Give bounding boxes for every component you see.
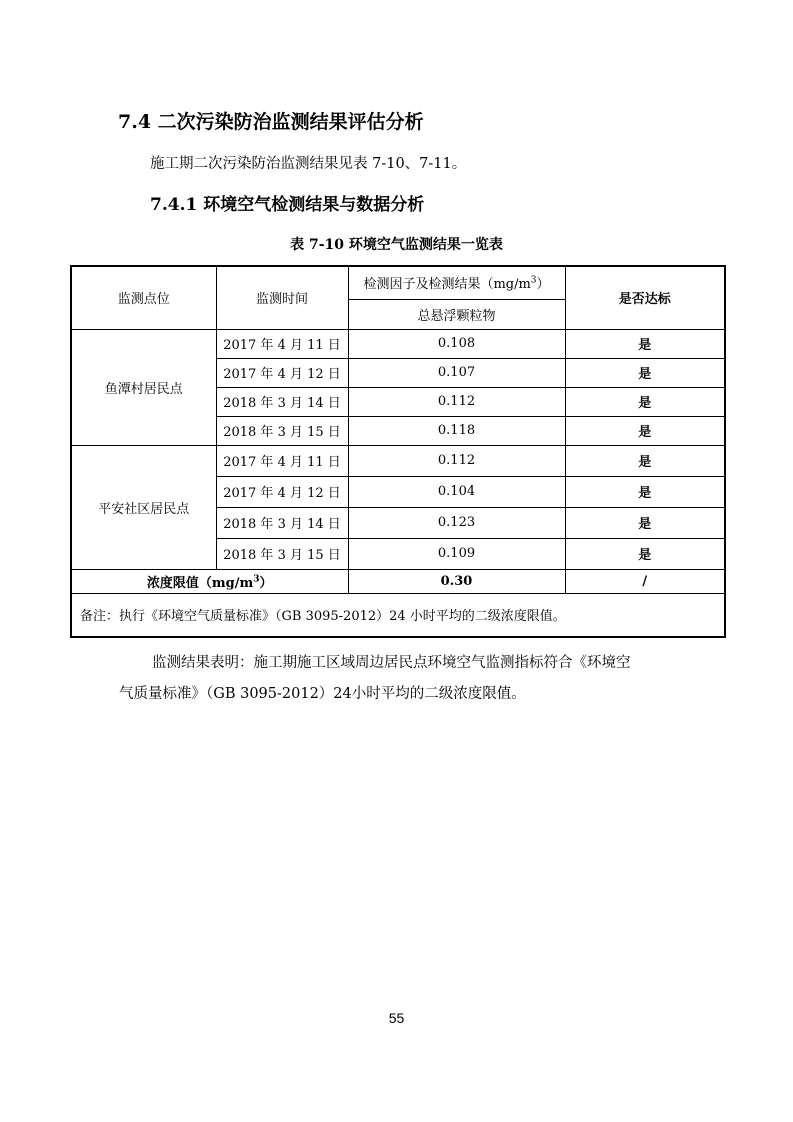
value-cell: 0.112 (348, 445, 565, 476)
site-cell: 鱼潭村居民点 (71, 329, 216, 445)
value-cell: 0.107 (348, 358, 565, 387)
compliance-cell: 是 (565, 507, 725, 538)
date-cell: 2017 年 4 月 11 日 (216, 329, 348, 358)
header-site: 监测点位 (71, 266, 216, 329)
value-cell: 0.109 (348, 538, 565, 569)
date-cell: 2017 年 4 月 11 日 (216, 445, 348, 476)
header-compliance: 是否达标 (565, 266, 725, 329)
limit-compliance: / (565, 569, 725, 593)
table-caption: 表 7-10 环境空气监测结果一览表 (290, 237, 503, 253)
site-cell: 平安社区居民点 (71, 445, 216, 569)
compliance-cell: 是 (565, 416, 725, 445)
section-heading: 7.4 二次污染防治监测结果评估分析 (118, 111, 424, 133)
compliance-cell: 是 (565, 538, 725, 569)
date-cell: 2018 年 3 月 14 日 (216, 507, 348, 538)
compliance-cell: 是 (565, 476, 725, 507)
header-pollutant: 总悬浮颗粒物 (348, 299, 565, 329)
air-monitoring-table (70, 265, 726, 638)
compliance-cell: 是 (565, 329, 725, 358)
conclusion-line-2: 气质量标准》（GB 3095-2012）24小时平均的二级浓度限值。 (119, 686, 526, 702)
intro-text: 施工期二次污染防治监测结果见表 7-10、7-11。 (150, 156, 467, 172)
subsection-heading: 7.4.1 环境空气检测结果与数据分析 (150, 195, 425, 215)
value-cell: 0.123 (348, 507, 565, 538)
note-row (71, 593, 725, 637)
compliance-cell: 是 (565, 387, 725, 416)
table-note: 备注：执行《环境空气质量标准》（GB 3095-2012）24 小时平均的二级浓度限值。 (71, 593, 725, 637)
date-cell: 2018 年 3 月 14 日 (216, 387, 348, 416)
limit-value: 0.30 (348, 569, 565, 593)
compliance-cell: 是 (565, 358, 725, 387)
table-row (71, 329, 725, 358)
value-cell: 0.118 (348, 416, 565, 445)
page-number: 55 (388, 1010, 405, 1026)
limit-row (71, 569, 725, 593)
value-cell: 0.112 (348, 387, 565, 416)
date-cell: 2017 年 4 月 12 日 (216, 476, 348, 507)
date-cell: 2017 年 4 月 12 日 (216, 358, 348, 387)
table-row (71, 445, 725, 476)
value-cell: 0.108 (348, 329, 565, 358)
date-cell: 2018 年 3 月 15 日 (216, 416, 348, 445)
limit-label: 浓度限值$(mg/m^3)$ (71, 569, 348, 593)
conclusion-line-1: 监测结果表明：施工期施工区域周边居民点环境空气监测指标符合《环境空 (152, 655, 631, 671)
date-cell: 2018 年 3 月 15 日 (216, 538, 348, 569)
header-time: 监测时间 (216, 266, 348, 329)
header-factor: 检测因子及检测结果$(mg/m^3)$ (348, 266, 565, 299)
compliance-cell: 是 (565, 445, 725, 476)
value-cell: 0.104 (348, 476, 565, 507)
